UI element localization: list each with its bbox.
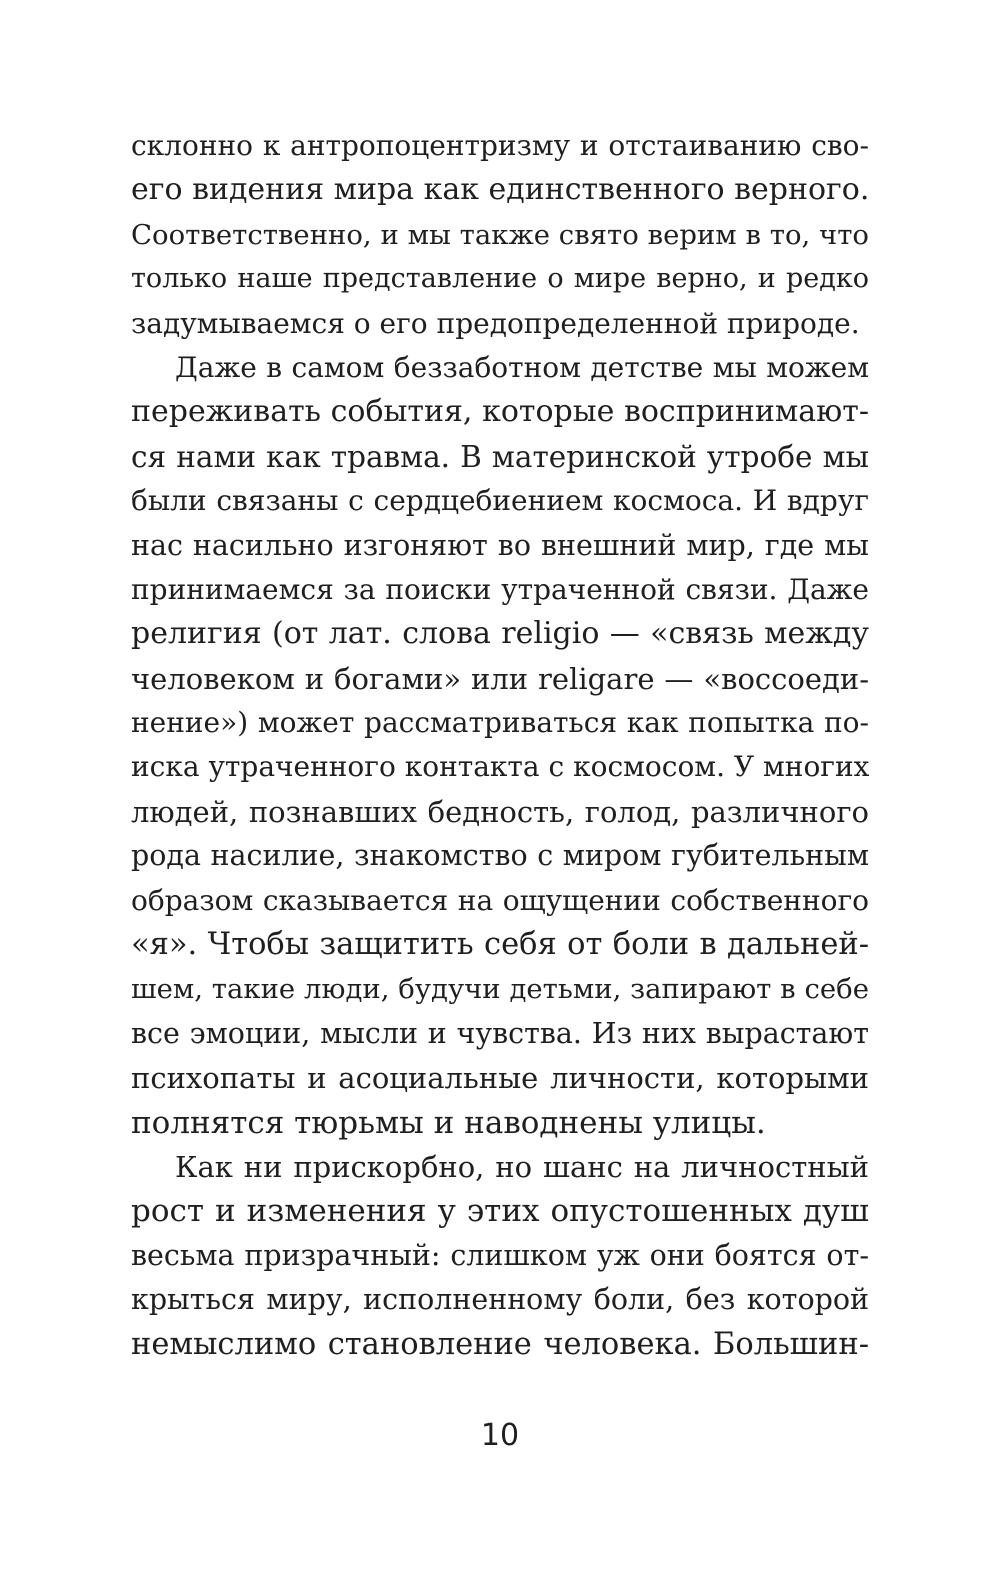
text-line: крыться миру, исполненному боли, без которой bbox=[131, 1283, 869, 1317]
text-line: полнятся тюрьмы и наводнены улицы. bbox=[131, 1104, 766, 1141]
text-line: Как ни прискорбно, но шанс на личностный bbox=[175, 1149, 869, 1184]
text-line: принимаемся за поиски утраченной связи. Даже bbox=[131, 572, 869, 606]
text-line: психопаты и асоциальные личности, которыми bbox=[131, 1061, 869, 1096]
text-line: людей, познавших бедность, голод, различного bbox=[131, 794, 869, 829]
text-line: ся нами как травма. В материнской утробе мы bbox=[131, 439, 869, 474]
text-line: рода насилие, знакомство с миром губительным bbox=[131, 839, 869, 873]
text-line: Соответственно, и мы также свято верим в то, что bbox=[131, 218, 869, 251]
text-line: образом сказывается на ощущении собственного bbox=[131, 883, 869, 917]
text-line: все эмоции, мысли и чувства. Из них вырастают bbox=[131, 1016, 869, 1050]
text-line: задумываемся о его предопределенной природе. bbox=[131, 306, 860, 340]
text-line: религия (от лат. слова religio — «связь между bbox=[131, 616, 869, 652]
text-line: Даже в самом беззаботном детстве мы можем bbox=[175, 350, 869, 384]
text-line: только наше представление о мире верно, и редко bbox=[131, 263, 869, 295]
text-line: немыслимо становление человека. Большин- bbox=[131, 1326, 869, 1362]
text-line: нение») может рассматриваться как попытка по- bbox=[131, 706, 869, 740]
text-line: человеком и богами» или religare — «воссоеди- bbox=[131, 661, 869, 696]
text-line: переживать события, которые воспринимают- bbox=[131, 394, 869, 430]
text-line: нас насильно изгоняют во внешний мир, где мы bbox=[131, 528, 869, 562]
text-line: «я». Чтобы защитить себя от боли в дальней- bbox=[131, 927, 869, 963]
text-line: весьма призрачный: слишком уж они боятся от- bbox=[131, 1238, 869, 1272]
text-line: шем, такие люди, будучи детьми, запирают в себе bbox=[131, 973, 869, 1006]
body-text bbox=[131, 124, 869, 1367]
text-line: склонно к антропоцентризму и отстаиванию сво- bbox=[131, 129, 869, 162]
text-line: были связаны с сердцебиением космоса. И вдруг bbox=[131, 484, 869, 518]
page-number: 10 bbox=[480, 1418, 520, 1453]
text-line: рост и изменения у этих опустошенных душ bbox=[131, 1193, 869, 1230]
text-line: его видения мира как единственного верного. bbox=[131, 172, 869, 208]
text-line: иска утраченного контакта с космосом. У многих bbox=[131, 750, 869, 784]
